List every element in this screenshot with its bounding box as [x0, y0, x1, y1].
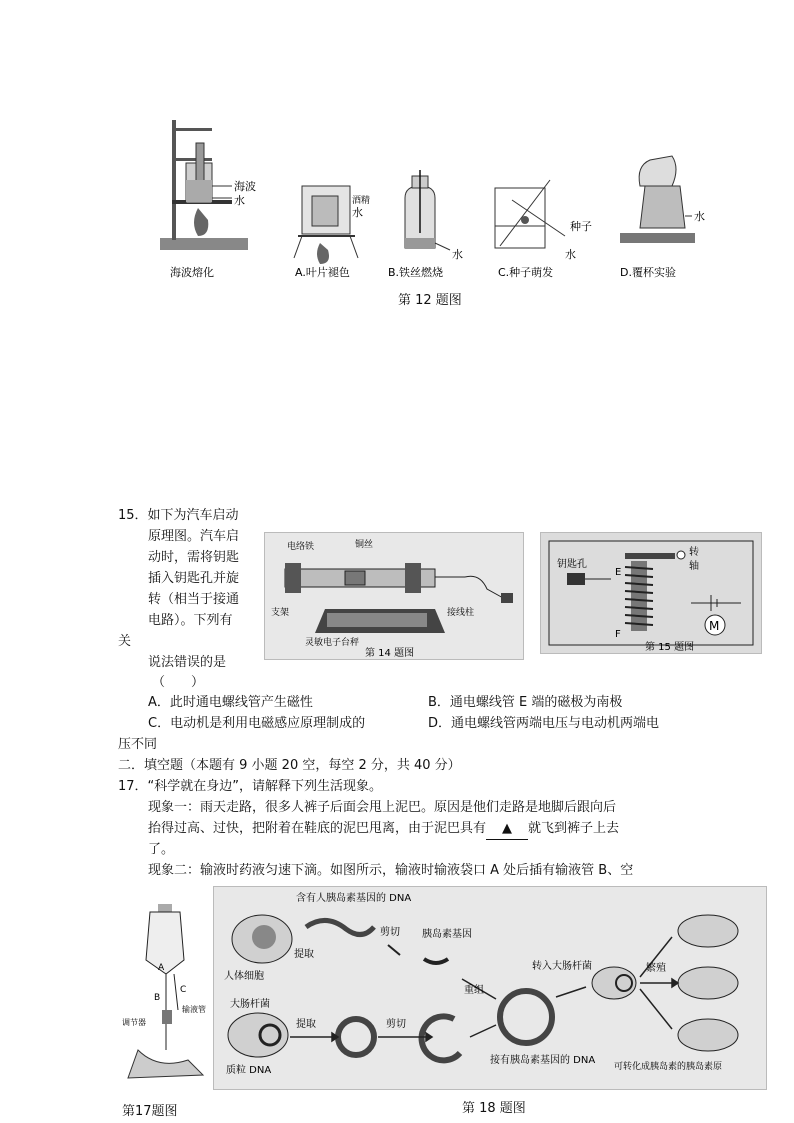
fig12-panel1-caption: A.叶片褪色 [295, 266, 350, 279]
q15-option-a: A．此时通电螺线管产生磁性 [148, 695, 313, 710]
q15-option-b: B．通电螺线管 E 端的磁极为南极 [428, 695, 623, 710]
fig14-label-magnet: 电络铁 [287, 542, 315, 552]
fig15-label-keyhole: 钥匙孔 [557, 559, 587, 570]
fig17-label-regulator: 调节器 [122, 1018, 146, 1027]
q15-answer-paren: （ ） [152, 675, 205, 690]
q15-line-8: 说法错误的是 [148, 655, 227, 670]
fig12-panel4-caption: D.覆杯实验 [620, 266, 676, 279]
fig18-label-cut-1: 剪切 [380, 927, 400, 938]
fig14-label-wire: 铜丝 [355, 540, 374, 550]
q15-option-d-cont: 压不同 [118, 737, 158, 752]
q15-line-5: 转（相当于接通 [148, 592, 240, 607]
q17-p1-line2-b: 就飞到裤子上去 [528, 821, 620, 836]
q15-line-6: 电路）。下列有 [148, 613, 233, 628]
fig15-label-axis2: 轴 [689, 561, 699, 572]
figure-15 [540, 532, 762, 654]
fig12-panel-a [294, 186, 370, 279]
q15-line-3: 动时，需将钥匙 [148, 550, 240, 565]
figure-12 [150, 108, 710, 283]
section-2-heading: 二．填空题（本题有 9 小题 20 空，每空 2 分，共 40 分） [118, 758, 461, 773]
q15-line-2: 原理图。汽车启 [148, 529, 240, 544]
fig18-label-transfer: 转入大肠杆菌 [532, 961, 592, 972]
fig14-label-stand: 支架 [271, 608, 290, 618]
fig12-panel3-label0: 种子 [570, 220, 592, 233]
figure-17 [118, 900, 210, 1090]
fig12-panel-melting [160, 120, 256, 279]
fig12-panel3-caption: C.种子萌发 [498, 266, 554, 279]
q15-option-c: C．电动机是利用电磁感应原理制成的 [148, 716, 366, 731]
fig12-panel1-label1: 水 [352, 206, 363, 219]
fig12-panel3-label1: 水 [565, 248, 576, 261]
q17-p1-line2-a: 抬得过高、过快，把附着在鞋底的泥巴甩离，由于泥巴具有 [148, 821, 487, 836]
fig15-label-f: F [615, 629, 621, 640]
fig18-label-plasmid: 质粒 DNA [226, 1065, 272, 1076]
fig18-label-extract-1: 提取 [294, 949, 314, 960]
fig18-label-recombine: 重组 [464, 985, 484, 996]
fig12-panel2-label0: 水 [452, 248, 463, 261]
fig12-panel1-label0: 酒精 [352, 196, 371, 206]
figure-18-drawing [214, 887, 766, 1089]
figure-17-drawing [118, 900, 210, 1090]
fig18-label-reproduce: 繁殖 [646, 963, 666, 974]
q17-phenomenon1-line1: 现象一：雨天走路，很多人裤子后面会甩上泥巴。原因是他们走路是地脚后跟向后 [148, 800, 617, 815]
fig17-label-b: B [154, 993, 161, 1003]
q17-phenomenon1-line2 [148, 818, 619, 840]
fig18-label-recombinant: 接有胰岛素基因的 DNA [490, 1055, 596, 1066]
q17-answer-blank[interactable] [486, 818, 528, 840]
fig12-panel4-label0: 水 [694, 210, 705, 223]
q15-option-d: D．通电螺线管两端电压与电动机两端电 [428, 716, 660, 731]
fig14-title: 第 14 题图 [365, 648, 415, 659]
fig18-label-ecoli: 大肠杆菌 [230, 999, 270, 1010]
fig14-label-post: 接线柱 [447, 608, 475, 618]
figure-18-title: 第 18 题图 [462, 1101, 526, 1116]
fig18-label-dna-with-gene: 含有人胰岛素基因的 DNA [296, 893, 412, 904]
fig17-label-tube: 输液管 [182, 1005, 206, 1014]
figure-12-title: 第 12 题图 [398, 293, 462, 308]
fig17-label-c: C [180, 985, 187, 995]
fig15-label-e: E [615, 567, 622, 578]
figure-14 [264, 532, 524, 660]
figure-14-drawing [265, 533, 523, 659]
fig15-title: 第 15 题图 [645, 642, 695, 653]
q17-blank-mark: ▲ [502, 821, 513, 836]
figure-17-title: 第17题图 [122, 1104, 178, 1119]
fig18-label-product: 可转化成胰岛素的胰岛素原 [614, 1062, 723, 1072]
fig15-label-motor: M [709, 619, 720, 633]
fig18-label-human-cell: 人体细胞 [224, 971, 264, 982]
fig18-label-extract-2: 提取 [296, 1019, 316, 1030]
q17-intro: 17．“科学就在身边”，请解释下列生活现象。 [118, 779, 383, 794]
q15-line-4: 插入钥匙孔并旋 [148, 571, 240, 586]
figure-15-drawing [541, 533, 761, 653]
fig12-panel-d [620, 156, 705, 279]
q15-line-1: 15．如下为汽车启动 [118, 508, 239, 523]
fig12-panel2-caption: B.铁丝燃烧 [388, 266, 444, 279]
fig12-panel0-label1: 水 [234, 194, 245, 207]
figure-18 [213, 886, 767, 1090]
fig18-label-insulin-gene: 胰岛素基因 [422, 929, 472, 940]
q15-line-7: 关 [118, 634, 132, 649]
fig15-label-axis1: 转 [689, 547, 699, 558]
fig17-label-a: A [158, 963, 165, 973]
fig18-label-cut-2: 剪切 [386, 1019, 406, 1030]
q17-phenomenon2-line1: 现象二：输液时药液匀速下滴。如图所示，输液时输液袋口 A 处后插有输液管 B、空 [148, 863, 634, 878]
fig12-panel0-caption: 海波熔化 [170, 266, 214, 279]
q17-phenomenon1-line3: 了。 [148, 842, 175, 857]
fig14-label-scale: 灵敏电子台秤 [305, 638, 360, 648]
figure-12-drawing [150, 108, 710, 283]
fig12-panel-b [388, 170, 463, 279]
fig12-panel-c [495, 180, 592, 279]
fig12-panel0-label0: 海波 [234, 180, 256, 193]
